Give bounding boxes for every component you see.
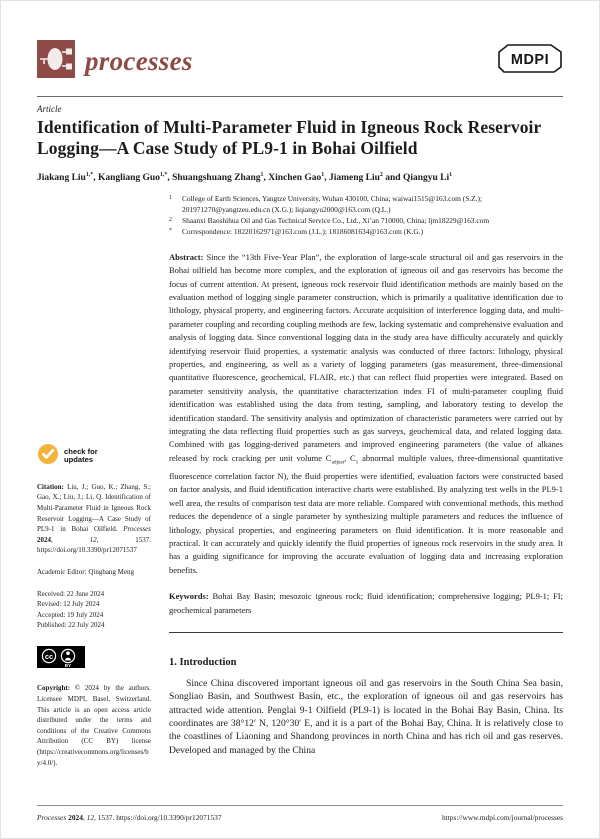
copyright-text: © 2024 by the authors. Licensee MDPI, Basel, Switzerland. This article is an open access article distributed under the terms and conditions of the Creative Commons Attribution (CC BY) license (https://creativecommons.org/licenses/by/4.0/). (37, 684, 151, 767)
author-affil-sup: 1,* (159, 172, 168, 178)
keywords-text: Bohai Bay Basin; mesozoic igneous rock; fluid identification; comprehensive logging; PL9-1; FI; geochemical parameters (169, 591, 563, 615)
check-for-updates-label (64, 448, 98, 465)
processes-logo-icon (37, 40, 75, 83)
author: Xinchen Gao (268, 173, 322, 184)
affiliation-row (169, 216, 563, 227)
author-separator: , (167, 173, 173, 184)
abstract-paragraph (169, 251, 563, 577)
affiliation-text: Correspondence: 18220162971@163.com (J.L.); 18186081634@163.com (K.G.) (182, 226, 424, 236)
affiliation-marker: * (169, 227, 172, 234)
citation-doi-link[interactable]: https://doi.org/10.3390/pr12071537 (37, 546, 137, 555)
introduction-paragraph: Since China discovered important igneous oil and gas reservoirs in the South China Sea basin, Songliao Basin, and Southwest Basin, etc., the exploration of igneous oil and gas reservoirs has attracted wide attention. Penglai 9-1 Oilfield (PL9-1) is located in the Bohai Bay Basin, China. Its coordinates are 38°12′ N, 120°30′ E, and it is a part of the Bohai Bay, China. It is relatively close to the coastlines of Liaoning and Shandong provinces in north China and has rich oil and gas reserves. Developed and managed by the China (169, 678, 563, 756)
affiliation-marker: 1 (169, 195, 172, 202)
cc-by-license-icon[interactable] (37, 646, 151, 672)
two-column-body (37, 194, 563, 768)
footer-journal: Processes (37, 813, 69, 822)
article-main-column (169, 194, 563, 768)
citation-year: 2024 (37, 535, 51, 544)
author-affil-sup: 1 (321, 172, 325, 178)
author: Jiakang Liu (37, 173, 86, 184)
author-separator: , (263, 173, 269, 184)
affiliation-list (169, 194, 563, 238)
header-divider (37, 96, 563, 97)
section-heading-introduction: 1. Introduction (169, 657, 237, 669)
author-separator: and (382, 173, 403, 184)
author: Qiangyu Li (402, 173, 450, 184)
badge-line1: check for (64, 446, 98, 456)
citation-text: Liu, J.; Guo, K.; Zhang, S.; Gao, X.; Liu, J.; Li, Q. Identification of Multi-Parameter Fluid in Igneous Rock Reservoir Logging—A Case Study of PL9-1 in Bohai Oilfield. (37, 482, 151, 534)
abstract-text-2: , C (344, 452, 356, 463)
citation-volume: 12 (89, 535, 97, 544)
article-title: Identification of Multi-Parameter Fluid in Igneous Rock Reservoir Logging—A Case Study of PL9-1 in Bohai Oilfield (37, 117, 542, 158)
footer-volume: 12 (86, 813, 95, 822)
affiliation-row (169, 194, 563, 216)
keywords-paragraph (169, 590, 563, 617)
published-date: Published: 22 July 2024 (37, 621, 105, 630)
affiliation-text: Shaanxi Baoshihua Oil and Gas Technical Service Co., Ltd., Xi’an 710000, China; ljm18229@163.com (182, 215, 490, 225)
copyright-label: Copyright: (37, 684, 71, 693)
citation-block (37, 482, 151, 556)
footer-citation (37, 813, 222, 822)
abstract-text-1: Since the “13th Five-Year Plan”, the exploration of large-scale structural oil and gas reservoirs in the Bohai oilfield has become more complex, and the exploration of igneous oil and gas reservoirs has become the focus of current attention. At present, igneous rock reservoir fluid identification methods are mainly based on the evaluation method of logging single parameter construction, which is primarily a qualitative identification due to lithology, physical property, and engineering factors. Accurate acquisition of interference logging data, and multi-parameter coupling and recording coupling methods are few, lacking systematic and comprehensive evaluation and analysis of logging data. Since conventional logging data in the study area have difficulty accurately and quickly identifying reservoir fluid properties, a systematic analysis was conducted of three factors: lithology, physical properties, and engineering, as well as a variety of logging parameters (gas measurement, three-dimensional quantitative fluorescence, geochemical, FLAIR, etc.) that can reflect fluid properties were integrated. Based on parameter sensitivity analysis, the quantitative characterization index FI of multi-parameter coupling fluid identification was established using the data from testing, sampling, and laboratory testing to develop the identification standard. The sensitivity analysis and optimization of characteristic parameters were carried out by integrating the data reflecting fluid properties such as gas surveys, geochemical data, and related logging data. Combined with gas logging-derived parameters and improved engineering parameters (the value of alkanes released by rock cracking per unit volume C (169, 251, 563, 463)
footer-sep: , (82, 813, 87, 822)
footer-pages: , 1537. (94, 813, 117, 822)
copyright-notice (37, 683, 151, 768)
page-footer (37, 805, 563, 822)
author-affil-sup: 1 (260, 172, 264, 178)
article-meta-sidebar (37, 194, 151, 768)
accepted-date: Accepted: 19 July 2024 (37, 610, 104, 619)
keywords-label: Keywords: (169, 591, 209, 602)
citation-sep: , (51, 535, 90, 544)
footer-journal-url-link[interactable]: https://www.mdpi.com/journal/processes (441, 813, 563, 822)
affiliation-marker: 2 (169, 216, 172, 223)
author: Jiameng Liu (328, 173, 380, 184)
check-for-updates-badge[interactable] (37, 443, 151, 469)
svg-text:BY: BY (64, 662, 72, 668)
abstract-label: Abstract: (169, 251, 204, 262)
footer-doi-link[interactable]: https://doi.org/10.3390/pr12071537 (116, 813, 222, 822)
affiliation-row (169, 227, 563, 238)
abstract-text-3: abnormal multiple values, three-dimensional quantitative fluorescence correlation factor N), the fluid properties were identified, evaluation factors were constructed based on factor analysis, and fluid identification interactive charts were established. By analyzing test wells in the PL9-1 well area, the results of comparison test data are more reliable. Compared with conventional methods, this method reduces the dependence of a single parameter by synthesizing multiple parameters and reduces the influence of lithology, physical properties, and engineering parameters on fluid identification. It is more reasonable and practical. It can accurately and quickly identify the fluid properties of igneous rock reservoirs in the study area. It has a guiding significance for improving the accurate evaluation of logging data and increasing exploration benefits. (169, 452, 564, 575)
article-type-label: Article (37, 104, 62, 114)
citation-label: Citation: (37, 482, 64, 491)
svg-text:MDPI: MDPI (510, 51, 550, 68)
author-affil-sup: 1,* (85, 172, 94, 178)
affiliation-text: College of Earth Sciences, Yangtze University, Wuhan 430100, China; waiwai1515@163.com (S.Z.); 201971270@yangtzeu.edu.cn (X.G.); liqiangyu2000@163.com (Q.L.) (182, 194, 483, 215)
author-separator: , (324, 173, 329, 184)
mdpi-logo-icon[interactable] (497, 42, 563, 81)
received-date: Received: 22 June 2024 (37, 589, 105, 598)
author: Kangliang Guo (97, 173, 160, 184)
keywords-divider (169, 632, 563, 633)
masthead (37, 41, 563, 81)
author-separator: , (93, 173, 98, 184)
check-circle-icon (37, 443, 59, 469)
academic-editor: Academic Editor: Qingbang Meng (37, 567, 135, 576)
journal-name: processes (85, 45, 193, 76)
footer-year: 2024 (68, 813, 83, 822)
author-affil-sup: 2 (379, 172, 383, 178)
author-list (37, 172, 563, 183)
author: Shuangshuang Zhang (172, 173, 261, 184)
citation-journal: Processes (123, 525, 151, 534)
svg-text:cc: cc (44, 651, 54, 661)
abstract-subscript-1: 1 (355, 459, 359, 466)
author-affil-sup: 1 (449, 172, 453, 178)
journal-brand[interactable] (37, 40, 193, 83)
badge-line2: updates (64, 454, 94, 464)
citation-pages: , 1537. (96, 535, 151, 544)
abstract-subscript-adjust: adjust (331, 459, 345, 466)
history-dates (37, 589, 151, 631)
revised-date: Revised: 12 July 2024 (37, 600, 100, 609)
